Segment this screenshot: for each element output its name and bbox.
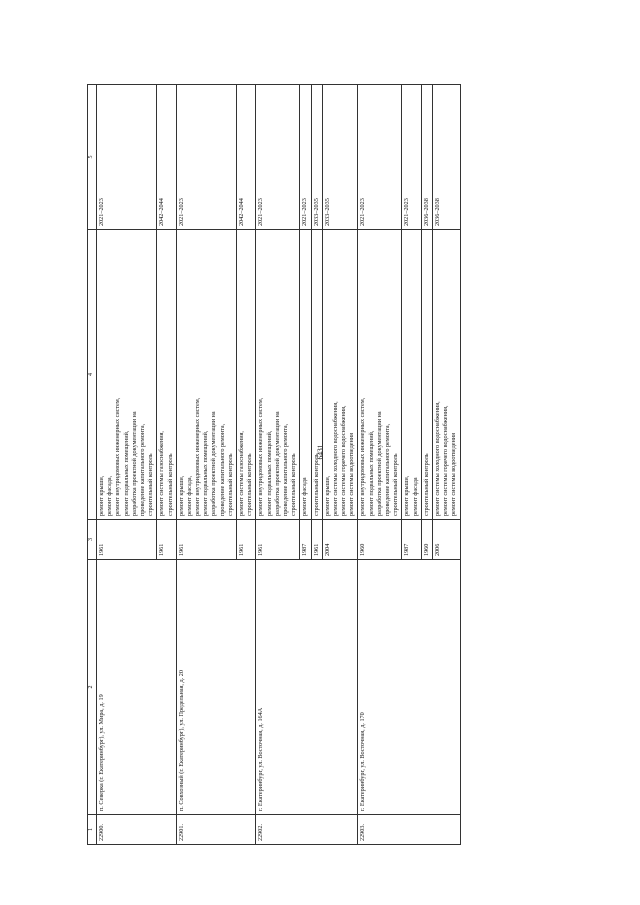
row-number: 22901.	[176, 815, 256, 845]
repair-works: ремонт крыши, ремонт фасада, ремонт внутридомовых инженерных систем, ремонт подвальных помещений, разработка проектной документации на проведение капитального ремонта, строительный контроль	[97, 230, 157, 520]
construction-year: 1961	[311, 520, 322, 560]
building-address: п. Совхозный (г. Екатеринбург), ул. Предельная, д. 20	[176, 560, 256, 815]
table-row	[256, 85, 300, 845]
building-address: г. Екатеринбург, ул. Восточная, д. 164А	[256, 560, 358, 815]
repair-schedule-table	[87, 84, 461, 845]
table-row	[358, 85, 402, 845]
row-number: 22903.	[358, 815, 460, 845]
header-col-5: 5	[88, 85, 97, 230]
repair-period: 2021–2023	[97, 85, 157, 230]
repair-works: ремонт системы газоснабжения, строительный контроль	[157, 230, 176, 520]
page-number-text: 6431	[315, 444, 325, 460]
repair-works: ремонт фасада	[300, 230, 311, 520]
repair-period: 2042–2044	[157, 85, 176, 230]
repair-works: ремонт крыши, ремонт фасада	[402, 230, 421, 520]
construction-year: 1987	[402, 520, 421, 560]
building-address: г. Екатеринбург, ул. Восточная, д. 170	[358, 560, 460, 815]
header-col-3: 3	[88, 520, 97, 560]
repair-period: 2021–2023	[256, 85, 300, 230]
construction-year: 1961	[157, 520, 176, 560]
construction-year: 1987	[300, 520, 311, 560]
rotated-table-container	[87, 85, 599, 845]
header-col-1: 1	[88, 815, 97, 845]
construction-year: 1961	[97, 520, 157, 560]
repair-works: ремонт крыши, ремонт системы холодного водоснабжения, ремонт системы горячего водоснабжения, ремонт системы водоотведения	[322, 230, 358, 520]
row-number: 22902.	[256, 815, 358, 845]
header-col-2: 2	[88, 560, 97, 815]
row-number: 22900.	[97, 815, 177, 845]
repair-works: ремонт системы холодного водоснабжения, ремонт системы горячего водоснабжения, ремонт системы водоотведения	[432, 230, 460, 520]
repair-period: 2021–2023	[358, 85, 402, 230]
repair-period: 2021–2023	[176, 85, 236, 230]
repair-works: ремонт внутридомовых инженерных систем, ремонт подвальных помещений, разработка проектной документации на проведение капитального ремонта, строительный контроль	[358, 230, 402, 520]
repair-period: 2042–2044	[237, 85, 256, 230]
repair-period: 2021–2023	[402, 85, 421, 230]
repair-works: ремонт внутридомовых инженерных систем, ремонт подвальных помещений, разработка проектной документации на проведение капитального ремонта, строительный контроль	[256, 230, 300, 520]
construction-year: 2006	[432, 520, 460, 560]
building-address: п. Северка (г. Екатеринбург), ул. Мира, д. 19	[97, 560, 177, 815]
header-col-4: 4	[88, 230, 97, 520]
table-body	[97, 85, 461, 845]
repair-period: 2036–2038	[421, 85, 432, 230]
construction-year: 1960	[358, 520, 402, 560]
repair-period: 2033–2035	[311, 85, 322, 230]
table-row	[97, 85, 157, 845]
repair-works: строительный контроль	[311, 230, 322, 520]
header-row	[88, 85, 97, 845]
repair-period: 2036–2038	[432, 85, 460, 230]
construction-year: 1960	[421, 520, 432, 560]
repair-works: ремонт системы газоснабжения, строительный контроль	[237, 230, 256, 520]
repair-works: ремонт крыши, ремонт фасада, ремонт внутридомовых инженерных систем, ремонт подвальных помещений, разработка проектной документации на проведение капитального ремонта, строительный контроль	[176, 230, 236, 520]
repair-works: строительный контроль	[421, 230, 432, 520]
repair-period: 2033–2035	[322, 85, 358, 230]
construction-year: 1961	[237, 520, 256, 560]
table-row	[176, 85, 236, 845]
repair-period: 2021–2023	[300, 85, 311, 230]
construction-year: 1961	[256, 520, 300, 560]
construction-year: 1961	[176, 520, 236, 560]
construction-year: 2004	[322, 520, 358, 560]
